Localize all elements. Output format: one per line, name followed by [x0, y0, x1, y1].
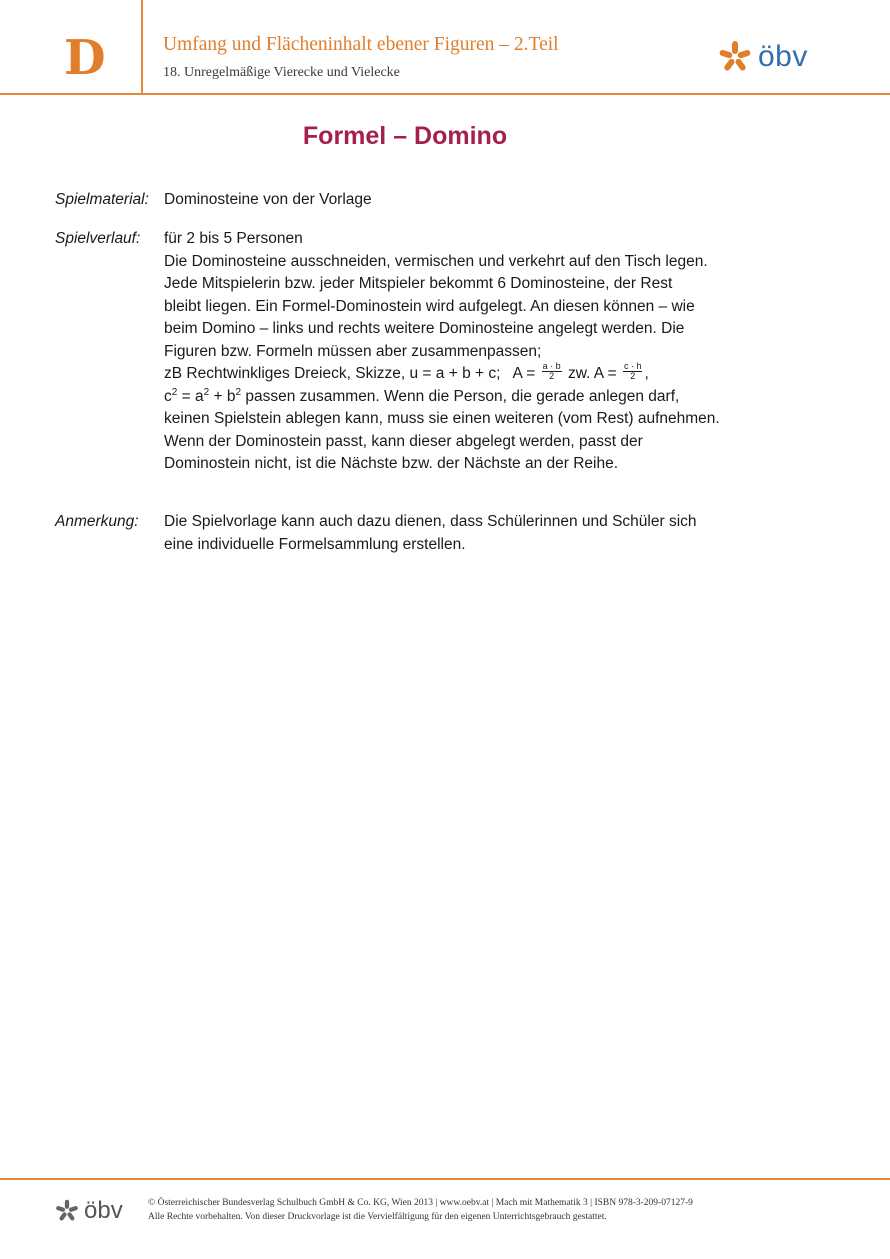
- formula-line: [164, 363, 774, 386]
- page-title: Formel – Domino: [302, 122, 508, 150]
- footer-logo-wordmark: öbv: [84, 1197, 123, 1224]
- formula-text: zw. A =: [563, 365, 621, 382]
- footer-logo: [55, 1197, 123, 1225]
- fraction-ch: [623, 362, 643, 381]
- exponent: 2: [171, 386, 178, 398]
- formula-text: c: [164, 387, 172, 405]
- text-line: Die Dominosteine ausschneiden, vermischen und verkehrt auf den Tisch legen.: [164, 252, 708, 270]
- formula-text: = a: [177, 387, 204, 405]
- formula-text: zB Rechtwinkliges Dreieck, Skizze, u = a + b + c; A =: [164, 365, 540, 382]
- formula-text: + b: [209, 387, 236, 405]
- pythagoras-line: [164, 386, 774, 409]
- text-line: Jede Mitspielerin bzw. jeder Mitspieler bekommt 6 Dominosteine, der Rest: [164, 275, 673, 292]
- exponent: 2: [203, 386, 210, 398]
- text-line: bleibt liegen. Ein Formel-Dominostein wird aufgelegt. An diesen können – wie: [164, 297, 695, 315]
- text-line: eine individuelle Formelsammlung erstellen.: [164, 535, 466, 553]
- spielmaterial-text: Dominosteine von der Vorlage: [164, 191, 372, 208]
- fraction-numerator: c · h: [623, 361, 642, 372]
- header-title: Umfang und Flächeninhalt ebener Figuren – 2.Teil: [163, 34, 559, 55]
- formula-text: ,: [644, 365, 649, 382]
- logo-wordmark: öbv: [758, 40, 808, 73]
- fraction-denominator: 2: [549, 371, 555, 382]
- footer-line-2: Alle Rechte vorbehalten. Von dieser Druckvorlage ist die Vervielfältigung für den eigenen Unterrichtsgebrauch gestattet.: [148, 1212, 607, 1222]
- oebv-star-icon: [718, 40, 752, 74]
- text-line: Die Spielvorlage kann auch dazu dienen, dass Schülerinnen und Schüler sich: [164, 513, 697, 530]
- text-line: Figuren bzw. Formeln müssen aber zusammenpassen;: [164, 342, 542, 360]
- text-line: beim Domino – links und rechts weitere Dominosteine angelegt werden. Die: [164, 320, 685, 337]
- footer-copyright: [148, 1196, 848, 1224]
- text-line: Dominostein nicht, ist die Nächste bzw. der Nächste an der Reihe.: [164, 455, 619, 472]
- oebv-star-icon: [55, 1199, 79, 1223]
- text-line: für 2 bis 5 Personen: [164, 230, 303, 247]
- header-divider-horizontal: [0, 93, 890, 95]
- spielmaterial-label: Spielmaterial:: [55, 191, 149, 208]
- formula-text: passen zusammen. Wenn die Person, die gerade anlegen darf,: [241, 387, 680, 405]
- footer-line-1: © Österreichischer Bundesverlag Schulbuch GmbH & Co. KG, Wien 2013 | www.oebv.at | Mach mit Mathematik 3 | ISBN 978-3-209-07127-9: [148, 1198, 693, 1208]
- fraction-numerator: a · b: [542, 361, 561, 372]
- text-line: keinen Spielstein ablegen kann, muss sie einen weiteren (vom Rest) aufnehmen.: [164, 410, 720, 427]
- section-letter: D: [64, 30, 106, 86]
- footer-divider: [0, 1178, 890, 1180]
- header-divider-vertical: [141, 0, 143, 94]
- exponent: 2: [235, 386, 242, 398]
- fraction-denominator: 2: [630, 371, 636, 382]
- header-subtitle: 18. Unregelmäßige Vierecke und Vielecke: [163, 65, 400, 80]
- publisher-logo: [718, 40, 808, 74]
- anmerkung-label: Anmerkung:: [55, 513, 139, 530]
- fraction-ab: [542, 362, 562, 381]
- text-line: Wenn der Dominostein passt, kann dieser abgelegt werden, passt der: [164, 432, 643, 450]
- spielverlauf-label: Spielverlauf:: [55, 230, 141, 247]
